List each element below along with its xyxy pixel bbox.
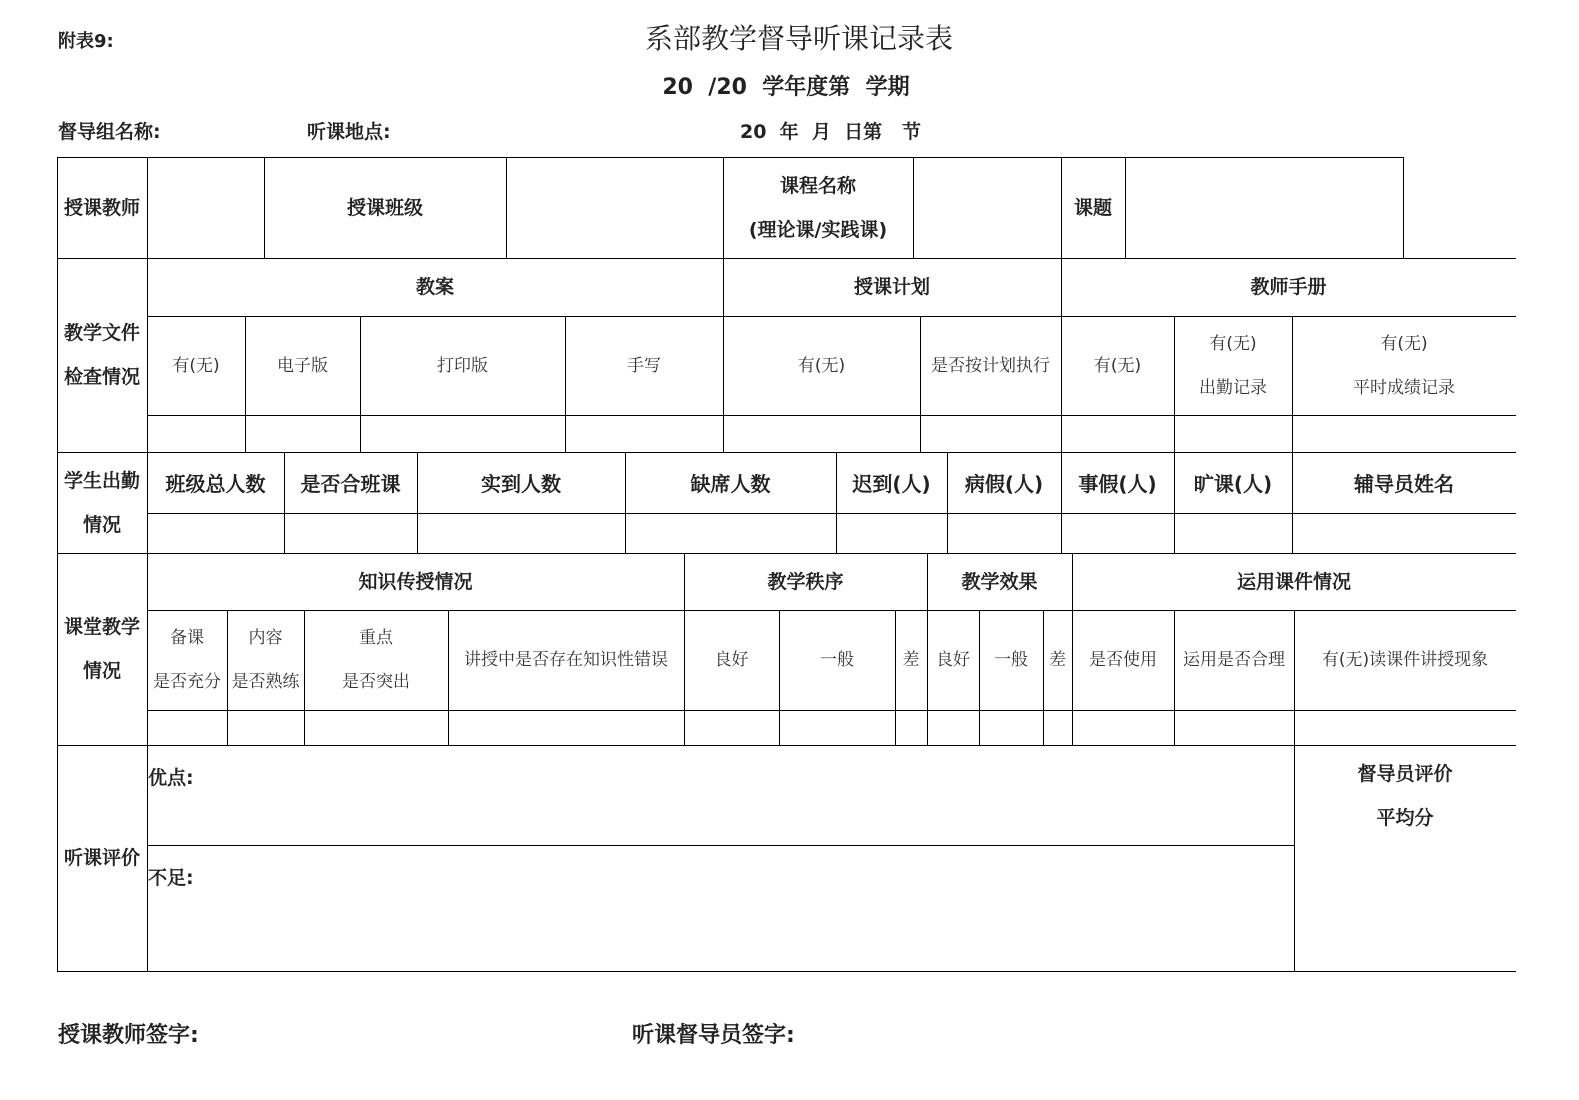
- teaching-plan-exists-field[interactable]: [724, 416, 920, 452]
- average-score-field[interactable]: [1295, 850, 1516, 971]
- order-average-field[interactable]: [780, 711, 895, 745]
- strengths-field[interactable]: [148, 790, 1294, 845]
- courseware-header: 运用课件情况: [1236, 570, 1351, 593]
- docs-label-line-2: 检查情况: [63, 366, 140, 388]
- handwritten-label: 手写: [627, 355, 661, 376]
- attendance-record-text: 出勤记录: [1199, 377, 1267, 398]
- effect-average-label: 一般: [994, 650, 1028, 670]
- sick-leave-field[interactable]: [948, 514, 1061, 553]
- attendance-record-exists: 有(无): [1209, 333, 1257, 354]
- printed-label: 打印版: [437, 355, 488, 376]
- counselor-name-field[interactable]: [1293, 514, 1516, 553]
- topic-label: 课题: [1073, 196, 1112, 219]
- present-count-field[interactable]: [418, 514, 625, 553]
- personal-leave-field[interactable]: [1062, 514, 1174, 553]
- effect-header: 教学效果: [961, 570, 1038, 593]
- content-line-2: 是否熟练: [231, 672, 300, 692]
- manual-exists-field[interactable]: [1062, 416, 1174, 452]
- lesson-plan-exists-label: 有(无): [172, 355, 220, 376]
- content-field[interactable]: [228, 711, 304, 745]
- teacher-signature-label: 授课教师签字:: [58, 1023, 199, 1048]
- order-good-field[interactable]: [685, 711, 779, 745]
- course-name-line-2: (理论课/实践课): [748, 218, 888, 241]
- attendance-label-line-2: 情况: [82, 513, 121, 536]
- manual-exists-label: 有(无): [1093, 355, 1142, 376]
- academic-term: 20 /20 学年度第 学期: [662, 75, 910, 100]
- effect-average-field[interactable]: [980, 711, 1043, 745]
- average-score-line-2: 平均分: [1376, 807, 1434, 829]
- average-score-label: [1294, 752, 1516, 842]
- preparation-label: [147, 610, 227, 710]
- docs-section-label: [57, 258, 147, 452]
- lesson-plan-exists-field[interactable]: [148, 416, 245, 452]
- teacher-field[interactable]: [148, 158, 264, 258]
- personal-leave-label: 事假(人): [1078, 472, 1157, 496]
- classroom-label-line-1: 课堂教学: [63, 616, 140, 638]
- weaknesses-field[interactable]: [148, 890, 1294, 971]
- sick-leave-label: 病假(人): [964, 472, 1044, 496]
- follow-plan-label: 是否按计划执行: [931, 355, 1050, 376]
- classroom-section-label: [57, 553, 147, 745]
- teaching-plan-exists-label: 有(无): [797, 355, 846, 376]
- counselor-name-label: 辅导员姓名: [1354, 472, 1454, 496]
- effect-good-field[interactable]: [928, 711, 979, 745]
- teacher-manual-header: 教师手册: [1250, 276, 1327, 298]
- class-label: 授课班级: [346, 196, 423, 219]
- page-title: 系部教学督导听课记录表: [644, 22, 953, 55]
- absent-count-label: 缺席人数: [690, 472, 771, 496]
- effect-poor-label: 差: [1049, 650, 1066, 670]
- supervisor-signature-label: 听课督导员签字:: [632, 1023, 795, 1048]
- topic-field[interactable]: [1126, 158, 1403, 258]
- key-points-line-2: 是否突出: [342, 672, 410, 692]
- attendance-record-label: [1174, 316, 1292, 415]
- grade-record-label: [1292, 316, 1516, 415]
- absent-count-field[interactable]: [626, 514, 836, 553]
- annex-number: 附表9:: [58, 31, 114, 52]
- attendance-section-label: [57, 452, 147, 553]
- attendance-label-line-1: 学生出勤: [63, 469, 140, 492]
- course-name-label: [723, 157, 913, 258]
- classroom-label-line-2: 情况: [82, 660, 121, 682]
- preparation-field[interactable]: [148, 711, 227, 745]
- present-count-label: 实到人数: [481, 472, 561, 496]
- average-score-line-1: 督导员评价: [1357, 763, 1453, 785]
- content-label: [227, 610, 304, 710]
- courseware-reading-field[interactable]: [1295, 711, 1516, 745]
- grade-record-field[interactable]: [1293, 416, 1516, 452]
- content-line-1: 内容: [248, 628, 283, 648]
- order-poor-label: 差: [902, 650, 920, 670]
- teacher-label: 授课教师: [63, 196, 140, 219]
- combined-class-label: 是否合班课: [300, 472, 401, 496]
- effect-good-label: 良好: [936, 650, 970, 670]
- order-good-label: 良好: [714, 650, 749, 670]
- courseware-reasonable-field[interactable]: [1175, 711, 1294, 745]
- courseware-use-label: 是否使用: [1089, 650, 1157, 670]
- courseware-reasonable-label: 运用是否合理: [1183, 650, 1285, 670]
- order-poor-field[interactable]: [896, 711, 927, 745]
- truancy-field[interactable]: [1175, 514, 1292, 553]
- grade-record-text: 平时成绩记录: [1353, 377, 1455, 398]
- truancy-label: 旷课(人): [1193, 472, 1273, 496]
- weaknesses-label: 不足:: [148, 867, 194, 889]
- date-line: 20 年 月 日第 节: [740, 121, 921, 143]
- knowledge-error-label: 讲授中是否存在知识性错误: [464, 650, 668, 670]
- electronic-field[interactable]: [246, 416, 360, 452]
- late-count-label: 迟到(人): [852, 472, 931, 496]
- lesson-plan-header: 教案: [415, 276, 454, 298]
- grade-record-exists: 有(无): [1380, 333, 1428, 354]
- key-points-field[interactable]: [305, 711, 448, 745]
- order-average-label: 一般: [820, 650, 854, 670]
- group-name-label: 督导组名称:: [58, 121, 161, 143]
- follow-plan-field[interactable]: [921, 416, 1061, 452]
- location-label: 听课地点:: [307, 121, 391, 143]
- key-points-label: [304, 610, 448, 710]
- class-total-label: 班级总人数: [165, 472, 266, 496]
- attendance-record-field[interactable]: [1175, 416, 1292, 452]
- course-name-field[interactable]: [914, 158, 1061, 258]
- docs-label-line-1: 教学文件: [63, 322, 140, 344]
- preparation-line-1: 备课: [170, 628, 204, 648]
- effect-poor-field[interactable]: [1044, 711, 1072, 745]
- courseware-use-field[interactable]: [1073, 711, 1174, 745]
- course-name-line-1: 课程名称: [779, 174, 856, 197]
- electronic-label: 电子版: [277, 355, 328, 376]
- key-points-line-1: 重点: [359, 628, 393, 648]
- teaching-plan-header: 授课计划: [853, 276, 930, 298]
- late-count-field[interactable]: [837, 514, 947, 553]
- strengths-label: 优点:: [148, 767, 194, 789]
- knowledge-header: 知识传授情况: [358, 570, 473, 593]
- courseware-reading-label: 有(无)读课件讲授现象: [1321, 650, 1489, 670]
- printed-field[interactable]: [361, 416, 565, 452]
- class-field[interactable]: [507, 158, 723, 258]
- combined-class-field[interactable]: [285, 514, 417, 553]
- preparation-line-2: 是否充分: [153, 672, 221, 692]
- knowledge-error-field[interactable]: [449, 711, 684, 745]
- handwritten-field[interactable]: [566, 416, 723, 452]
- evaluation-label: 听课评价: [63, 847, 140, 869]
- class-total-field[interactable]: [148, 514, 284, 553]
- order-header: 教学秩序: [767, 570, 844, 593]
